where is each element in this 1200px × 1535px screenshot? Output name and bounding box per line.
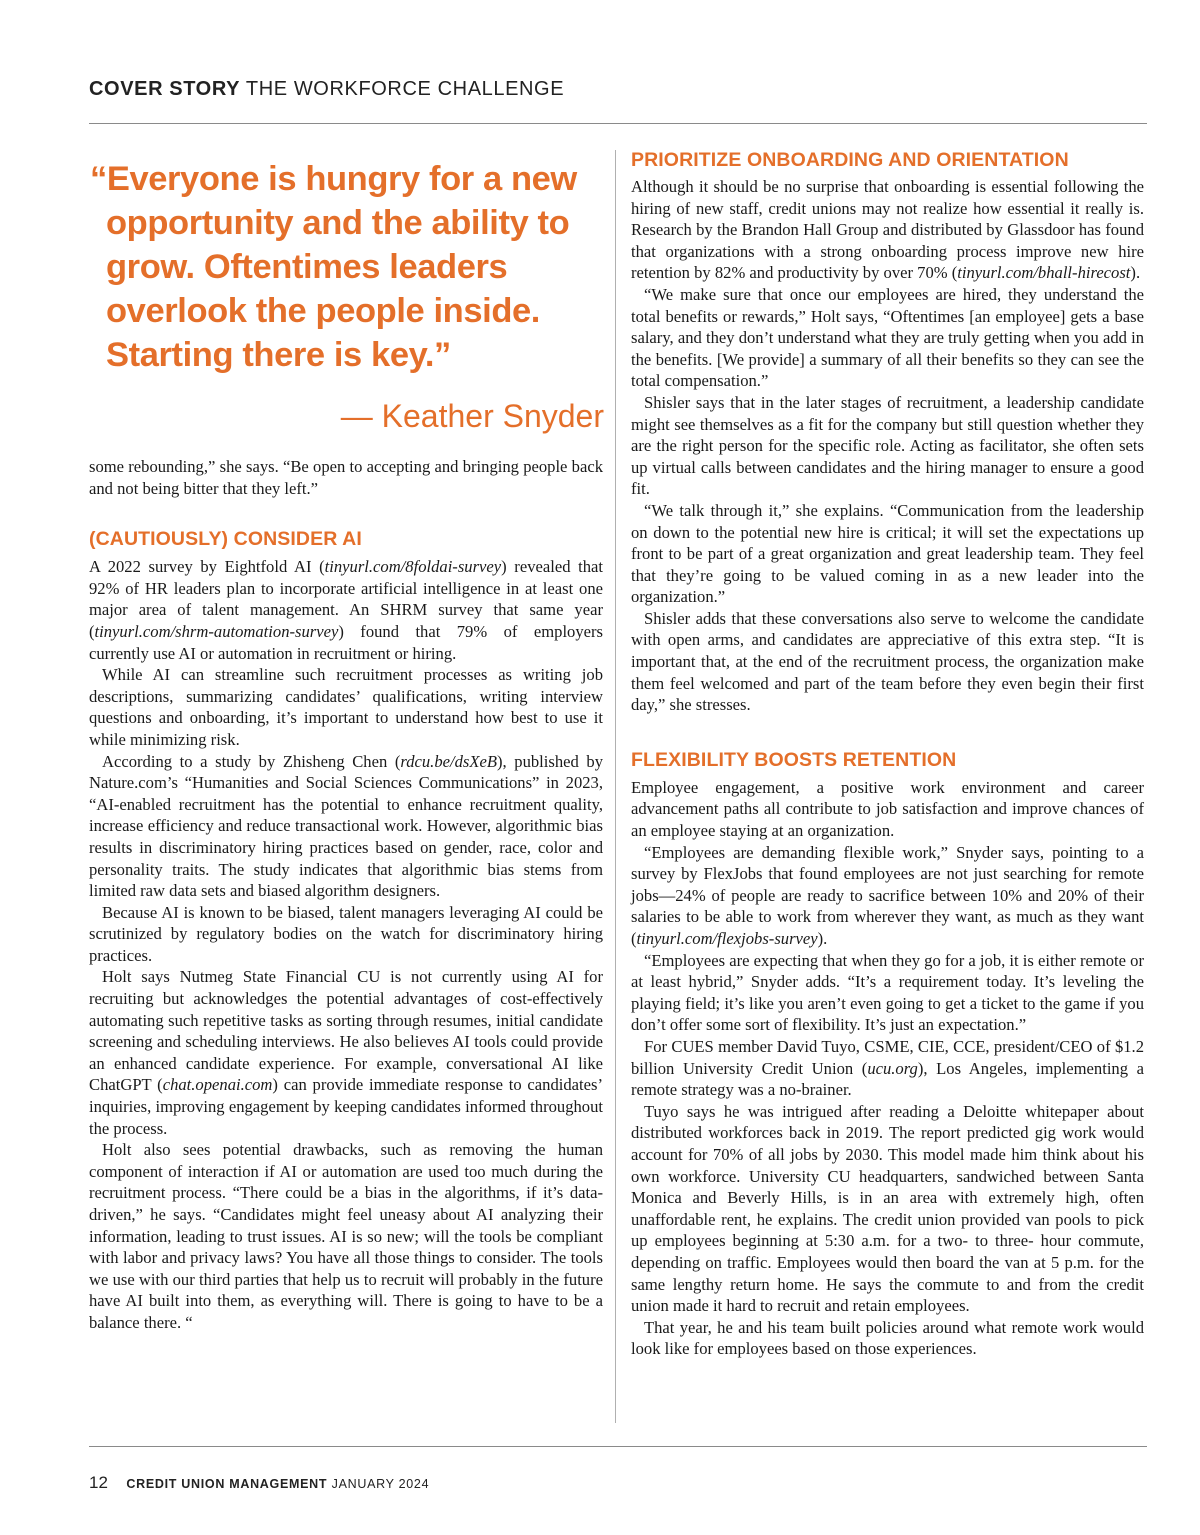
section-heading-flexibility: FLEXIBILITY BOOSTS RETENTION — [631, 748, 957, 771]
paragraph: “We make sure that once our employees are hired, they understand the total benefits or rewards,” Holt says, “Oftentimes [an employee] gets a base salary, and they don’t understand what they are truly getting when you add in the benefits. [We provide] a summary of all their benefits so they can see the total compensation.” — [631, 284, 1144, 391]
inline-link: rdcu.be/dsXeB — [400, 751, 497, 771]
paragraph: “We talk through it,” she explains. “Communication from the leadership on down to the potential new hire is critical; it will set the expectations up front to be part of a great organization and great leadership team. They feel that they’re going to be valued coming in as a new leader into the organization.” — [631, 500, 1144, 607]
section-heading-ai: (CAUTIOUSLY) CONSIDER AI — [89, 528, 362, 551]
paragraph: While AI can streamline such recruitment processes as writing job descriptions, summarizing candidates’ qualifications, writing interview questions and onboarding, it’s important to understand how best to use it while minimizing risk. — [89, 665, 603, 749]
running-header — [89, 78, 564, 101]
inline-link: chat.openai.com — [162, 1075, 273, 1095]
inline-link: tinyurl.com/8foldai-survey — [324, 557, 502, 577]
issue-date: JANUARY 2024 — [331, 1477, 430, 1491]
paragraph: Employee engagement, a positive work environment and career advancement paths all contribute to job satisfaction and improve chances of an employee staying at an organization. — [631, 777, 1144, 841]
paragraph: Because AI is known to be biased, talent managers leveraging AI could be scrutinized by regulatory bodies on the watch for discriminatory hiring practices. — [89, 902, 603, 965]
paragraph: That year, he and his team built policies around what remote work would look like for employees based on those experiences. — [631, 1317, 1144, 1359]
right-column — [631, 149, 1144, 1360]
section-label: COVER STORY — [89, 78, 241, 100]
pull-quote-attribution: — Keather Snyder — [340, 398, 604, 434]
paragraph: “Employees are demanding flexible work,” Snyder says, pointing to a survey by FlexJobs that found employees are not just searching for remote jobs—24% of people are ready to sacrifice between 10% and 20% of their salaries to be able to work from wherever they want, as much as they want (tinyurl.com/flexjobs-survey). — [631, 842, 1144, 948]
paragraph: Shisler adds that these conversations also serve to welcome the candidate with open arms, and candidates are appreciative of this extra step. “It is important that, at the end of the recruitment process, the organization make them feel welcomed and part of the team before they even begin their first day,” she stresses. — [631, 608, 1144, 715]
inline-link: tinyurl.com/bhall-hirecost — [957, 263, 1131, 283]
page-number: 12 — [89, 1473, 108, 1492]
paragraph: some rebounding,” she says. “Be open to accepting and bringing people back and not being bitter that they left.” — [89, 457, 603, 498]
paragraph: Holt also sees potential drawbacks, such as removing the human component of interaction if AI or automation are used too much during the recruitment process. “There could be a bias in the algorithms, if it’s data-driven,” he says. “Candidates might feel uneasy about AI analyzing their information, leading to trust issues. AI is so new; will the tools be compliant with labor and privacy laws? You have all those things to consider. The tools we use with our third parties that help us to recruit will probably in the future have AI built into them, as everything will. There is going to have to be a balance there. “ — [89, 1140, 603, 1332]
left-column — [89, 456, 603, 1334]
paragraph: Although it should be no surprise that onboarding is essential following the hiring of new staff, credit unions may not realize how essential it really is. Research by the Brandon Hall Group and distributed by Glassdoor has found that organizations with a strong onboarding process improve new hire retention by 82% and productivity by over 70% (tinyurl.com/bhall-hirecost). — [631, 177, 1144, 283]
inline-link: tinyurl.com/shrm-automation-survey — [94, 621, 339, 641]
paragraph: For CUES member David Tuyo, CSME, CIE, CCE, president/CEO of $1.2 billion University Credit Union (ucu.org), Los Angeles, implementing a remote strategy was a no-brainer. — [631, 1036, 1144, 1100]
inline-link: tinyurl.com/flexjobs-survey — [636, 929, 818, 948]
paragraph: According to a study by Zhisheng Chen (rdcu.be/dsXeB), published by Nature.com’s “Humanities and Social Sciences Communications” in 2023, “AI-enabled recruitment has the potential to enhance recruitment quality, increase efficiency and reduce transactional work. However, algorithmic bias results in discriminatory hiring practices based on gender, race, color and personality traits. The study indicates that algorithmic bias stems from limited raw data sets and biased algorithm designers. — [89, 751, 603, 901]
publication-name: CREDIT UNION MANAGEMENT — [126, 1477, 328, 1491]
paragraph: Holt says Nutmeg State Financial CU is not currently using AI for recruiting but acknowledges the potential advantages of cost-effectively automating such repetitive tasks as sorting through resumes, initial candidate screening and scheduling interviews. He also believes AI tools could provide an enhanced candidate experience. For example, conversational AI like ChatGPT (chat.openai.com) can provide immediate response to candidates’ inquiries, improving engagement by keeping candidates informed throughout the process. — [89, 967, 603, 1138]
paragraph: Tuyo says he was intrigued after reading a Deloitte whitepaper about distributed workforces back in 2019. The report predicted gig work would account for 70% of all jobs by 2030. This model made him think about his own workforce. University CU headquarters, sandwiched between Santa Monica and Beverly Hills, is in an area with extremely high, often unaffordable rent, he explains. The credit union provided van pools to pick up employees beginning at 5:30 a.m. for a two- to three- hour commute, depending on traffic. Employees would then board the van at 5 p.m. for the same lengthy return home. He says the commute to and from the credit union made it hard to recruit and retain employees. — [631, 1101, 1144, 1316]
pull-quote: “Everyone is hungry for a new opportunity and the ability to grow. Oftentimes leaders overlook the people inside. Starting there is key.” — [90, 160, 577, 374]
paragraph: Shisler says that in the later stages of recruitment, a leadership candidate might see themselves as a fit for the company but still question whether they are the right person for the specific role. Acting as facilitator, she often sets up virtual calls between candidates and the hiring manager to ensure a good fit. — [631, 392, 1144, 499]
section-heading-onboarding: PRIORITIZE ONBOARDING AND ORIENTATION — [631, 149, 1069, 171]
inline-link: ucu.org — [867, 1058, 918, 1078]
paragraph: A 2022 survey by Eightfold AI (tinyurl.com/8foldai-survey) revealed that 92% of HR leaders plan to incorporate artificial intelligence in at least one major area of talent management. An SHRM survey that same year (tinyurl.com/shrm-automation-survey) found that 79% of employers currently use AI or automation in recruitment or hiring. — [89, 557, 604, 663]
paragraph: “Employees are expecting that when they go for a job, it is either remote or at least hybrid,” Snyder adds. “It’s a requirement today. It’s leveling the playing field; it’s like you aren’t even going to get a ticket to the game if you don’t offer some sort of flexibility. It’s just an expectation.” — [631, 950, 1144, 1035]
footer-rule — [89, 1446, 1147, 1447]
header-rule — [89, 123, 1147, 124]
page-footer — [89, 1473, 429, 1493]
section-title: THE WORKFORCE CHALLENGE — [245, 78, 565, 100]
